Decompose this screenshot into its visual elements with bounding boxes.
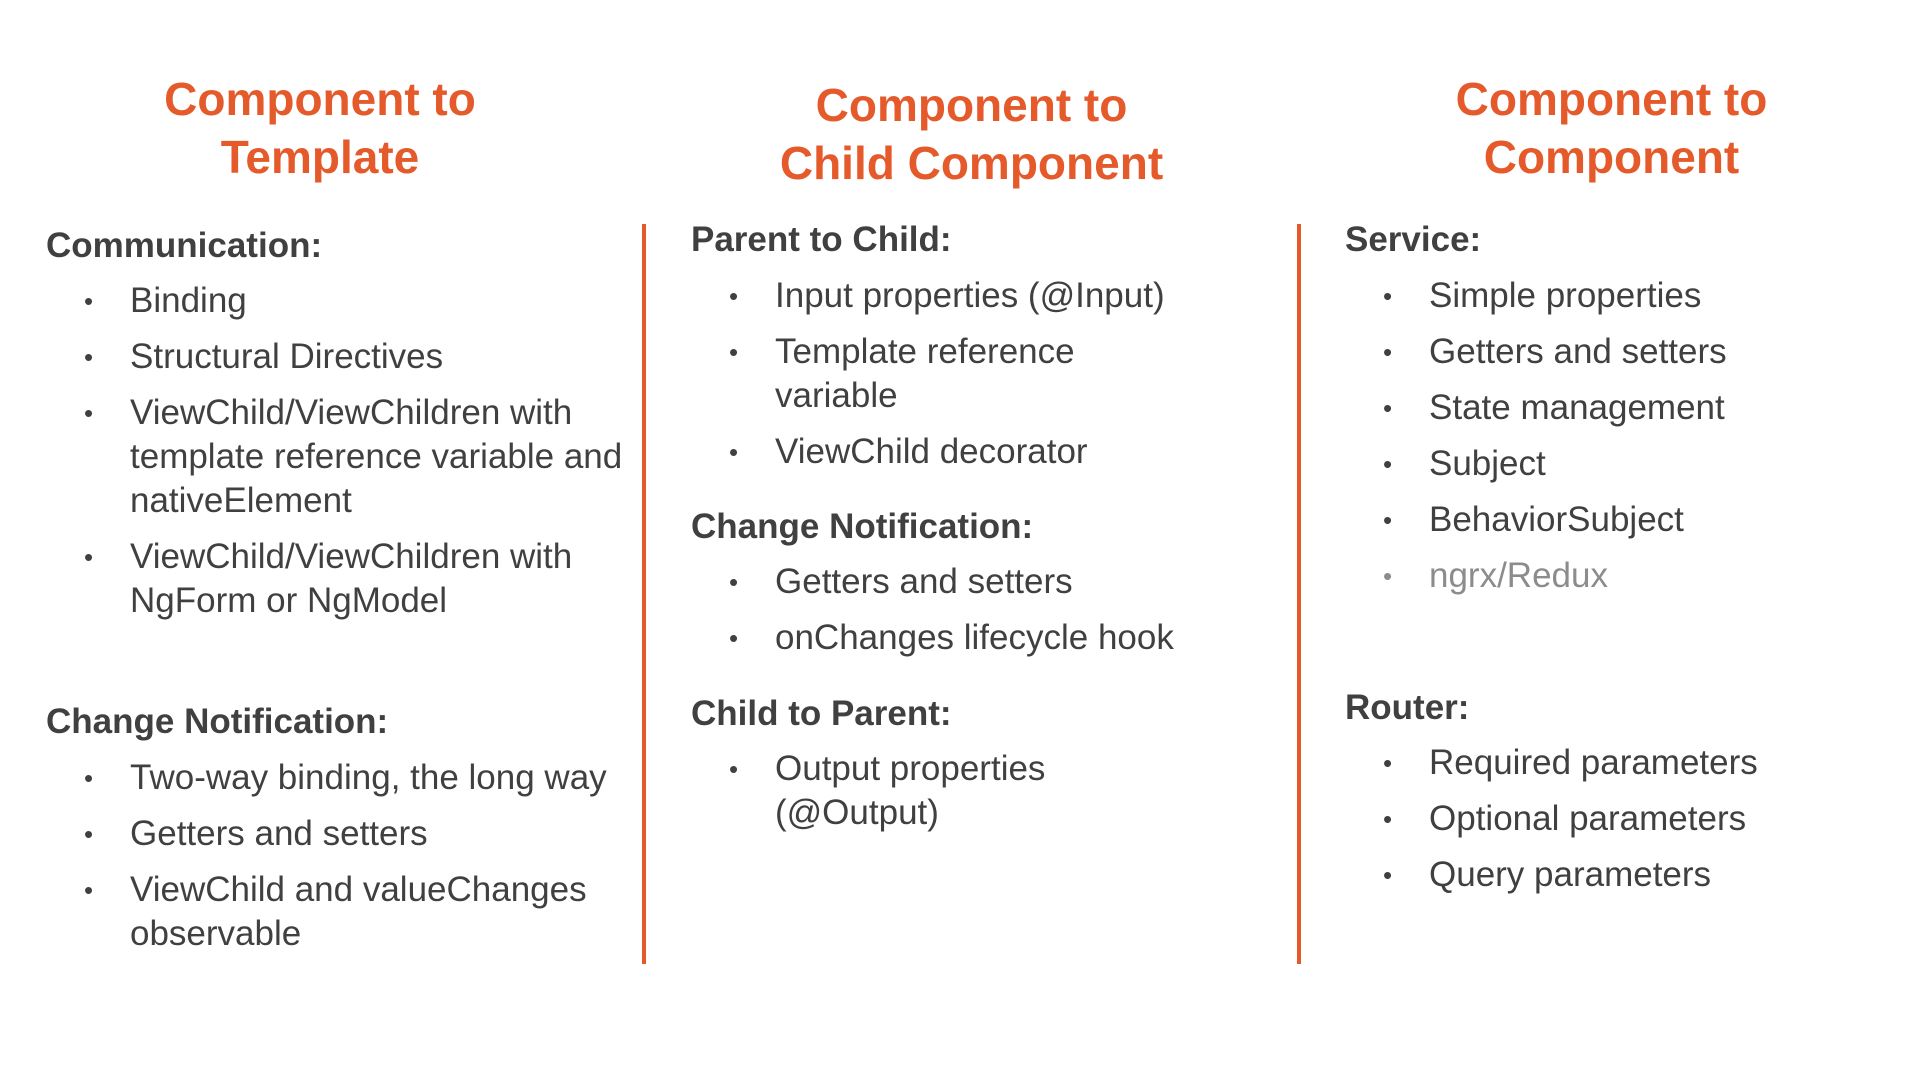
bullet-dot-icon: • (1383, 748, 1393, 778)
list-item: • ViewChild/ViewChildren with NgForm or NgModel (84, 537, 573, 620)
list-item: • Input properties (@Input) (691, 274, 1165, 318)
column-title (1303, 70, 1920, 186)
column-divider (642, 224, 646, 964)
column-title (0, 70, 640, 186)
section-heading: Change Notification: (691, 507, 1034, 546)
list-item: • State management (1345, 386, 1727, 430)
bullet-list (46, 279, 626, 635)
bullet-dot-icon: • (84, 819, 94, 849)
bullet-dot-icon: • (84, 342, 94, 372)
list-item: • Binding (46, 279, 626, 323)
bullet-list (1345, 741, 1758, 909)
list-item: • Getters and setters (1345, 330, 1727, 374)
section-heading: Communication: (46, 226, 323, 265)
list-item: • Required parameters (1345, 741, 1758, 785)
bullet-list (1345, 274, 1727, 610)
list-item: • Getters and setters (46, 812, 626, 856)
section-heading: Service: (1345, 220, 1482, 259)
bullet-list (46, 756, 626, 968)
list-item: • Optional parameters (1345, 797, 1758, 841)
column-title (646, 76, 1297, 192)
list-item: • Simple properties (1345, 274, 1727, 318)
bullet-dot-icon: • (729, 567, 739, 597)
bullet-dot-icon: • (1383, 860, 1393, 890)
list-item: • Two-way binding, the long way (46, 756, 626, 800)
bullet-dot-icon: • (729, 281, 739, 311)
bullet-dot-icon: • (729, 623, 739, 653)
section-heading: Router: (1345, 688, 1470, 727)
list-item: • ViewChild/ViewChildren with template reference variable and nativeElement (84, 393, 623, 520)
bullet-dot-icon: • (84, 875, 94, 905)
column-title-line-1: Component to (164, 73, 476, 125)
list-item: • onChanges lifecycle hook (691, 616, 1174, 660)
bullet-dot-icon: • (1383, 337, 1393, 367)
bullet-list (691, 747, 1145, 847)
list-item: • BehaviorSubject (1345, 498, 1727, 542)
bullet-dot-icon: • (729, 754, 739, 784)
column-title-line-2: Component (1483, 131, 1740, 183)
list-item: • Output properties (@Output) (729, 749, 1046, 832)
bullet-dot-icon: • (729, 437, 739, 467)
bullet-list (691, 274, 1165, 486)
column-title-line-1: Component to (815, 79, 1128, 131)
bullet-dot-icon: • (84, 398, 94, 428)
bullet-dot-icon: • (1383, 804, 1393, 834)
column-title-line-2: Template (220, 131, 420, 183)
section-heading: Parent to Child: (691, 220, 952, 259)
list-item: • Subject (1345, 442, 1727, 486)
list-item: • ViewChild decorator (691, 430, 1165, 474)
bullet-dot-icon: • (729, 337, 739, 367)
bullet-dot-icon: • (1383, 505, 1393, 535)
list-item: • Getters and setters (691, 560, 1174, 604)
bullet-dot-icon: • (1383, 393, 1393, 423)
column-divider (1297, 224, 1301, 964)
list-item: • ngrx/Redux (1345, 554, 1727, 598)
list-item: • Query parameters (1345, 853, 1758, 897)
list-item: • ViewChild and valueChanges observable (84, 870, 587, 953)
bullet-list (691, 560, 1174, 672)
list-item: • Template reference variable (729, 332, 1075, 415)
bullet-dot-icon: • (84, 542, 94, 572)
bullet-dot-icon: • (1383, 561, 1393, 591)
column-title-line-1: Component to (1455, 73, 1768, 125)
column-title-line-2: Child Component (779, 137, 1164, 189)
bullet-dot-icon: • (1383, 449, 1393, 479)
bullet-dot-icon: • (84, 286, 94, 316)
bullet-dot-icon: • (84, 763, 94, 793)
section-heading: Change Notification: (46, 702, 389, 741)
bullet-dot-icon: • (1383, 281, 1393, 311)
section-heading: Child to Parent: (691, 694, 952, 733)
list-item: • Structural Directives (46, 335, 626, 379)
